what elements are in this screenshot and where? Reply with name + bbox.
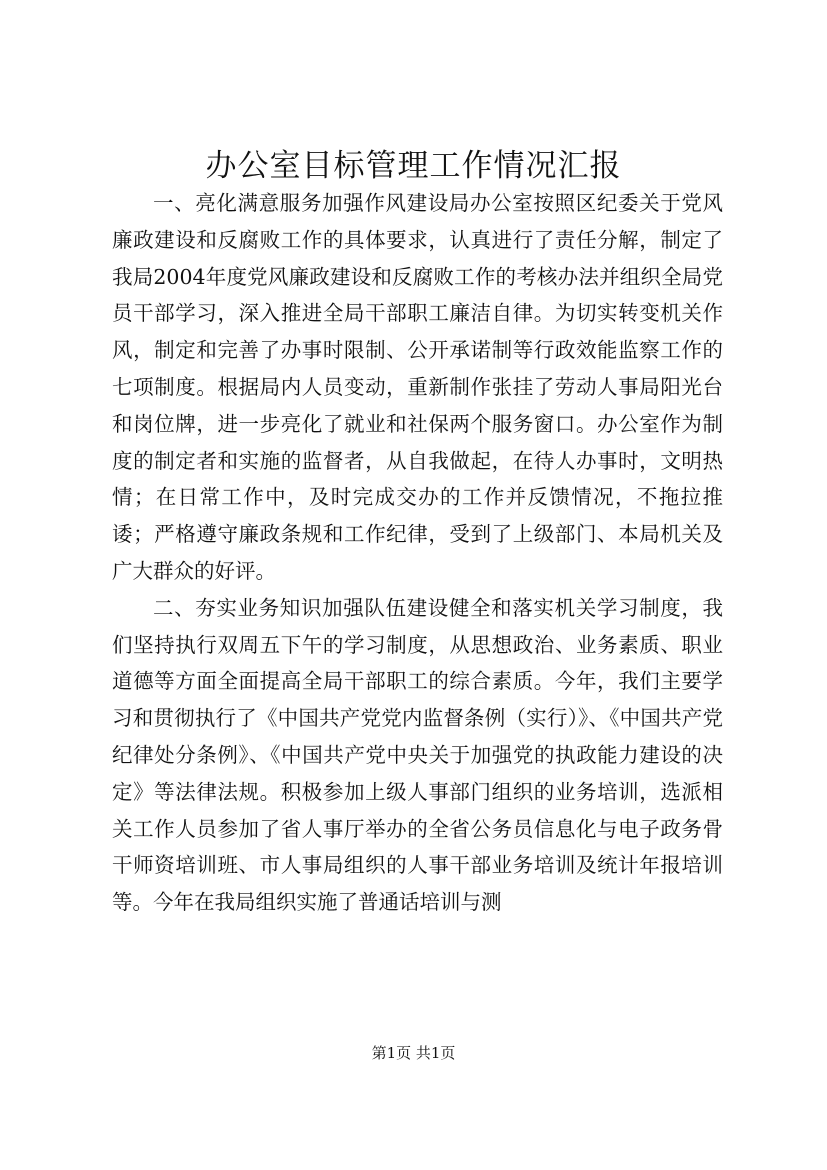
document-title: 办公室目标管理工作情况汇报	[205, 148, 622, 184]
page-number-footer: 第1页 共1页	[371, 1044, 456, 1062]
document-body	[112, 185, 723, 921]
paragraph-1: 一、亮化满意服务加强作风建设局办公室按照区纪委关于党风廉政建设和反腐败工作的具体要求，认真进行了责任分解，制定了我局2004年度党风廉政建设和反腐败工作的考核办法并组织全局党员干部学习，深入推进全局干部职工廉洁自律。为切实转变机关作风，制定和完善了办事时限制、公开承诺制等行政效能监察工作的七项制度。根据局内人员变动，重新制作张挂了劳动人事局阳光台和岗位牌，进一步亮化了就业和社保两个服务窗口。办公室作为制度的制定者和实施的监督者，从自我做起，在待人办事时，文明热情；在日常工作中，及时完成交办的工作并反馈情况，不拖拉推诿；严格遵守廉政条规和工作纪律，受到了上级部门、本局机关及广大群众的好评。	[112, 191, 723, 583]
paragraph-2: 二、夯实业务知识加强队伍建设健全和落实机关学习制度，我们坚持执行双周五下午的学习制度，从思想政治、业务素质、职业道德等方面全面提高全局干部职工的综合素质。今年，我们主要学习和贯彻执行了《中国共产党党内监督条例（实行）》、《中国共产党纪律处分条例》、《中国共产党中央关于加强党的执政能力建设的决定》等法律法规。积极参加上级人事部门组织的业务培训，选派相关工作人员参加了省人事厅举办的全省公务员信息化与电子政务骨干师资培训班、市人事局组织的人事干部业务培训及统计年报培训等。今年在我局组织实施了普通话培训与测	[112, 595, 723, 915]
